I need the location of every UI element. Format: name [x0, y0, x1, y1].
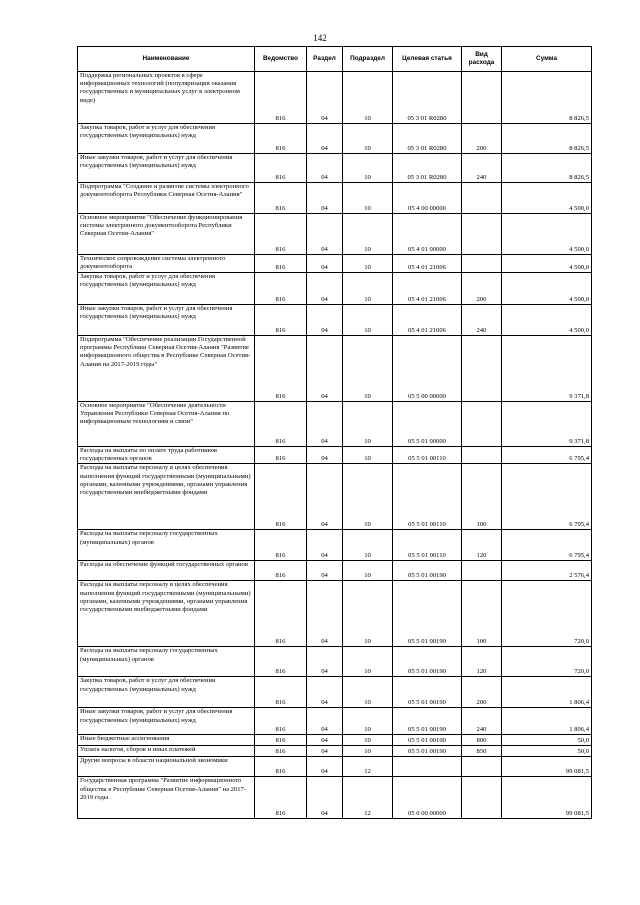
cell-name: Основное мероприятие "Обеспечение деятельности Управления Республики Северная Осетия-Алания по информационным технологиям и связи": [78, 402, 255, 447]
cell-amount: 6 795,4: [502, 464, 592, 530]
cell-name: Закупка товаров, работ и услуг для обеспечения государственных (муниципальных) нужд: [78, 677, 255, 708]
cell-section: 04: [307, 530, 343, 561]
table-row: [78, 124, 592, 154]
cell-target: 05 5 01 00190: [393, 647, 462, 677]
table-row: [78, 214, 592, 255]
cell-dept: 816: [255, 255, 307, 273]
cell-name: Основное мероприятие "Обеспечение функционирования системы электронного документооборота Республики Северная Осетия-Алания": [78, 214, 255, 255]
cell-type: 200: [462, 273, 502, 305]
cell-name: Иные закупки товаров, работ и услуг для обеспечения государственных (муниципальных) нужд: [78, 708, 255, 735]
cell-section: 04: [307, 708, 343, 735]
cell-subsection: 10: [343, 447, 393, 464]
cell-amount: 6 795,4: [502, 530, 592, 561]
cell-amount: 50,0: [502, 735, 592, 746]
cell-dept: 816: [255, 464, 307, 530]
cell-target: 05 4 01 21006: [393, 273, 462, 305]
cell-amount: 8 826,5: [502, 124, 592, 154]
cell-type: 850: [462, 746, 502, 757]
cell-type: 200: [462, 677, 502, 708]
table-row: [78, 757, 592, 777]
cell-dept: 816: [255, 336, 307, 402]
cell-type: 800: [462, 735, 502, 746]
table-row: [78, 255, 592, 273]
cell-amount: 720,0: [502, 647, 592, 677]
cell-section: 04: [307, 183, 343, 214]
cell-subsection: 10: [343, 255, 393, 273]
cell-subsection: 10: [343, 746, 393, 757]
cell-dept: 816: [255, 708, 307, 735]
cell-dept: 816: [255, 647, 307, 677]
cell-type: 100: [462, 464, 502, 530]
cell-dept: 816: [255, 72, 307, 124]
table-row: [78, 708, 592, 735]
table-row: [78, 402, 592, 447]
cell-dept: 816: [255, 402, 307, 447]
cell-type: [462, 447, 502, 464]
cell-dept: 816: [255, 757, 307, 777]
cell-section: 04: [307, 581, 343, 647]
cell-name: Закупка товаров, работ и услуг для обеспечения государственных (муниципальных) нужд: [78, 124, 255, 154]
cell-name: Расходы на выплаты персоналу государственных (муниципальных) органов: [78, 530, 255, 561]
cell-dept: 816: [255, 581, 307, 647]
cell-target: 05 5 01 00110: [393, 530, 462, 561]
cell-subsection: 10: [343, 402, 393, 447]
cell-name: Расходы на обеспечение функций государственных органов: [78, 561, 255, 581]
table-row: [78, 336, 592, 402]
cell-dept: 816: [255, 677, 307, 708]
cell-section: 04: [307, 154, 343, 183]
table-row: [78, 677, 592, 708]
cell-type: [462, 561, 502, 581]
cell-subsection: 10: [343, 677, 393, 708]
cell-target: 05 5 01 00000: [393, 402, 462, 447]
cell-amount: 1 806,4: [502, 708, 592, 735]
cell-subsection: 10: [343, 273, 393, 305]
cell-subsection: 10: [343, 647, 393, 677]
cell-type: 100: [462, 581, 502, 647]
budget-table: [77, 46, 592, 819]
cell-target: 05 4 01 21006: [393, 255, 462, 273]
cell-amount: 4 500,0: [502, 183, 592, 214]
cell-dept: 816: [255, 183, 307, 214]
column-header-amount: Сумма: [502, 47, 592, 72]
cell-target: 05 5 01 00110: [393, 464, 462, 530]
cell-target: 05 5 00 00000: [393, 336, 462, 402]
cell-target: 05 5 01 00190: [393, 746, 462, 757]
cell-subsection: 10: [343, 305, 393, 336]
cell-target: 05 3 01 R0280: [393, 72, 462, 124]
cell-amount: 50,0: [502, 746, 592, 757]
cell-amount: 9 371,8: [502, 402, 592, 447]
cell-type: [462, 336, 502, 402]
table-body: [78, 72, 592, 819]
cell-dept: 816: [255, 561, 307, 581]
cell-amount: 720,0: [502, 581, 592, 647]
cell-type: [462, 183, 502, 214]
table-row: [78, 530, 592, 561]
cell-type: 200: [462, 124, 502, 154]
cell-section: 04: [307, 336, 343, 402]
table-row: [78, 464, 592, 530]
cell-target: 05 3 01 R0280: [393, 154, 462, 183]
cell-section: 04: [307, 757, 343, 777]
cell-subsection: 10: [343, 183, 393, 214]
cell-section: 04: [307, 777, 343, 819]
cell-target: 05 5 01 00190: [393, 581, 462, 647]
cell-amount: 4 500,0: [502, 255, 592, 273]
cell-type: 240: [462, 708, 502, 735]
cell-name: Закупка товаров, работ и услуг для обеспечения государственных (муниципальных) нужд: [78, 273, 255, 305]
cell-section: 04: [307, 255, 343, 273]
cell-target: 05 0 00 00000: [393, 777, 462, 819]
cell-type: [462, 72, 502, 124]
cell-dept: 816: [255, 447, 307, 464]
column-header-dept: Ведомство: [255, 47, 307, 72]
cell-type: [462, 214, 502, 255]
cell-dept: 816: [255, 735, 307, 746]
cell-section: 04: [307, 273, 343, 305]
cell-section: 04: [307, 72, 343, 124]
cell-name: Подпрограмма "Создание и развитие системы электронного документооборота Республики Северная Осетия-Алания": [78, 183, 255, 214]
cell-name: Расходы на выплаты персоналу в целях обеспечения выполнения функций государственными (муниципальными) органами, казенными учреждениями, органами управления государственными внебюджетными фондами: [78, 464, 255, 530]
column-header-target: Целевая статья: [393, 47, 462, 72]
cell-subsection: 10: [343, 735, 393, 746]
cell-amount: 8 826,5: [502, 154, 592, 183]
cell-target: [393, 757, 462, 777]
cell-subsection: 10: [343, 72, 393, 124]
cell-section: 04: [307, 464, 343, 530]
cell-type: [462, 757, 502, 777]
cell-section: 04: [307, 677, 343, 708]
table-row: [78, 305, 592, 336]
cell-amount: 2 576,4: [502, 561, 592, 581]
cell-dept: 816: [255, 746, 307, 757]
cell-section: 04: [307, 647, 343, 677]
cell-amount: 4 500,0: [502, 214, 592, 255]
table-row: [78, 777, 592, 819]
cell-section: 04: [307, 561, 343, 581]
table-row: [78, 746, 592, 757]
cell-subsection: 10: [343, 336, 393, 402]
cell-dept: 816: [255, 124, 307, 154]
cell-target: 05 5 01 00190: [393, 708, 462, 735]
cell-dept: 816: [255, 273, 307, 305]
cell-name: Иные бюджетные ассигнования: [78, 735, 255, 746]
cell-subsection: 10: [343, 581, 393, 647]
cell-name: Расходы на выплаты персоналу в целях обеспечения выполнения функций государственными (муниципальными) органами, казенными учреждениями, органами управления государственными внебюджетными фондами: [78, 581, 255, 647]
cell-amount: 1 806,4: [502, 677, 592, 708]
cell-dept: 816: [255, 777, 307, 819]
cell-target: 05 4 01 00000: [393, 214, 462, 255]
cell-name: Иные закупки товаров, работ и услуг для обеспечения государственных (муниципальных) нужд: [78, 154, 255, 183]
cell-dept: 816: [255, 154, 307, 183]
cell-section: 04: [307, 305, 343, 336]
cell-type: 240: [462, 154, 502, 183]
cell-section: 04: [307, 735, 343, 746]
cell-target: 05 5 01 00110: [393, 447, 462, 464]
cell-target: 05 4 00 00000: [393, 183, 462, 214]
cell-subsection: 10: [343, 561, 393, 581]
cell-dept: 816: [255, 214, 307, 255]
table-row: [78, 561, 592, 581]
column-header-section: Раздел: [307, 47, 343, 72]
cell-target: 05 5 01 00190: [393, 735, 462, 746]
cell-type: [462, 402, 502, 447]
column-header-subsection: Подраздел: [343, 47, 393, 72]
cell-name: Расходы на выплаты по оплате труда работников государственных органов: [78, 447, 255, 464]
cell-subsection: 10: [343, 124, 393, 154]
cell-amount: 6 795,4: [502, 447, 592, 464]
cell-name: Другие вопросы в области национальной экономики: [78, 757, 255, 777]
table-row: [78, 447, 592, 464]
cell-name: Расходы на выплаты персоналу государственных (муниципальных) органов: [78, 647, 255, 677]
cell-section: 04: [307, 214, 343, 255]
cell-amount: 8 826,5: [502, 72, 592, 124]
cell-subsection: 10: [343, 530, 393, 561]
cell-type: [462, 255, 502, 273]
cell-name: Уплата налогов, сборов и иных платежей: [78, 746, 255, 757]
column-header-type: Вид расхода: [462, 47, 502, 72]
cell-section: 04: [307, 746, 343, 757]
cell-amount: 4 500,0: [502, 273, 592, 305]
cell-dept: 816: [255, 305, 307, 336]
table-row: [78, 581, 592, 647]
cell-name: Поддержка региональных проектов в сфере информационных технологий (популяризация оказания государственных и муниципальных услуг в электронном виде): [78, 72, 255, 124]
table-row: [78, 735, 592, 746]
cell-target: 05 4 01 21006: [393, 305, 462, 336]
cell-amount: 9 371,8: [502, 336, 592, 402]
cell-section: 04: [307, 447, 343, 464]
column-header-name: Наименование: [78, 47, 255, 72]
cell-amount: 99 081,5: [502, 777, 592, 819]
cell-name: Техническое сопровождение системы электронного документооборота: [78, 255, 255, 273]
cell-type: 240: [462, 305, 502, 336]
cell-target: 05 3 01 R0280: [393, 124, 462, 154]
cell-name: Подпрограмма "Обеспечение реализации Государственной программы Республики Северная Осетия-Алания "Развитие информационного общества в Республике Северная Осетия-Алания на 2017-2019 годы": [78, 336, 255, 402]
cell-type: 120: [462, 530, 502, 561]
cell-type: [462, 777, 502, 819]
page-number: 142: [313, 33, 327, 43]
cell-dept: 816: [255, 530, 307, 561]
cell-amount: 4 500,0: [502, 305, 592, 336]
cell-target: 05 5 01 00190: [393, 561, 462, 581]
table-row: [78, 154, 592, 183]
cell-section: 04: [307, 124, 343, 154]
table-row: [78, 183, 592, 214]
cell-amount: 99 081,5: [502, 757, 592, 777]
cell-subsection: 10: [343, 214, 393, 255]
cell-subsection: 12: [343, 777, 393, 819]
table-row: [78, 72, 592, 124]
cell-type: 120: [462, 647, 502, 677]
cell-target: 05 5 01 00190: [393, 677, 462, 708]
table-row: [78, 273, 592, 305]
cell-subsection: 10: [343, 154, 393, 183]
cell-subsection: 10: [343, 464, 393, 530]
cell-name: Иные закупки товаров, работ и услуг для обеспечения государственных (муниципальных) нужд: [78, 305, 255, 336]
cell-subsection: 12: [343, 757, 393, 777]
cell-subsection: 10: [343, 708, 393, 735]
cell-name: Государственная программа "Развитие информационного общества в Республике Северная Осетия-Алания" на 2017-2019 годы: [78, 777, 255, 819]
cell-section: 04: [307, 402, 343, 447]
table-header-row: [78, 47, 592, 72]
table-row: [78, 647, 592, 677]
